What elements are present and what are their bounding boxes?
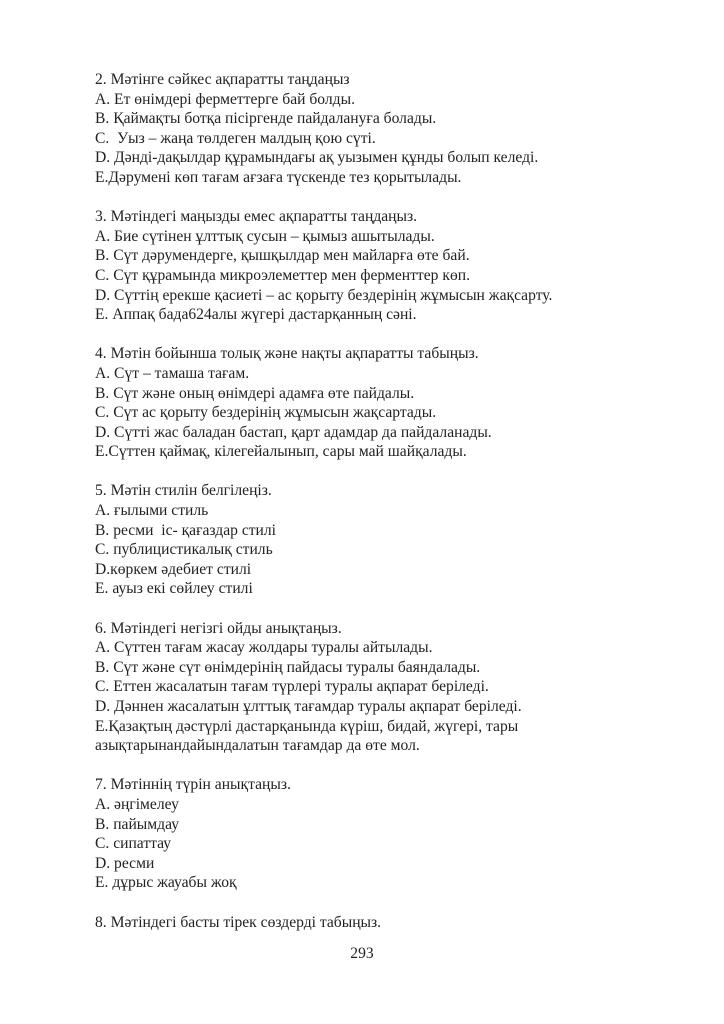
answer-option: E.Сүттен қаймақ, кілегейалынып, сары май шайқалады. [95, 443, 467, 461]
answer-option: A. Бие сүтінен ұлттық сусын – қымыз ашытылады. [95, 227, 435, 245]
answer-option: C. сипаттау [95, 835, 172, 853]
answer-option: E.Қазақтың дәстүрлі дастарқанында күріш, бидай, жүгері, тары [95, 717, 519, 735]
answer-option: D. Сүтті жас баладан бастап, қарт адамдар да пайдаланады. [95, 423, 492, 441]
question-block [95, 481, 655, 599]
question-title: 2. Мәтінге сәйкес ақпаратты таңдаңыз [95, 71, 350, 88]
answer-option: C. Уыз – жаңа төлдеген малдың қою сүті. [95, 129, 376, 147]
answer-option: A. әңгімелеу [95, 795, 179, 813]
answer-option: A. Сүттен тағам жасау жолдары туралы айтылады. [95, 639, 433, 657]
answer-option: A. Сүт – тамаша тағам. [95, 364, 250, 382]
answer-option: D. Сүттің ерекше қасиеті – ас қорыту бездерінің жұмысын жақсарту. [95, 286, 553, 304]
answer-option: B. Сүт және оның өнімдері адамға өте пайдалы. [95, 384, 415, 402]
answer-option: D.көркем әдебиет стилі [95, 560, 252, 578]
answer-option: C. Сүт құрамында микроэлеметтер мен ферменттер көп. [95, 266, 470, 284]
answer-option: азықтарынандайындалатын тағамдар да өте мол. [95, 737, 420, 755]
answer-option: C. публицистикалық стиль [95, 541, 273, 559]
question-block [95, 207, 655, 325]
answer-option: E. ауыз екі сөйлеу стилі [95, 580, 253, 598]
question-block [95, 913, 655, 933]
question-title: 4. Мәтін бойынша толық және нақты ақпаратты табыңыз. [95, 345, 479, 363]
answer-option: B. пайымдау [95, 815, 180, 833]
answer-option: A. Ет өнімдері ферметтерге бай болды. [95, 90, 355, 108]
answer-option: D. Дәннен жасалатын ұлттық тағамдар туралы ақпарат беріледі. [95, 698, 522, 715]
question-block [95, 619, 655, 756]
question-title: 8. Мәтіндегі басты тірек сөздерді табыңыз. [95, 913, 382, 931]
question-title: 3. Мәтіндегі маңызды емес ақпаратты таңдаңыз. [95, 208, 418, 226]
answer-option: D. Дәнді-дақылдар құрамындағы ақ уызымен құнды болып келеді. [95, 149, 539, 167]
question-title: 6. Мәтіндегі негізгі ойды анықтаңыз. [95, 619, 342, 637]
answer-option: C. Еттен жасалатын тағам түрлері туралы ақпарат беріледі. [95, 678, 489, 696]
answer-option: E. Аппақ бада624алы жүгері дастарқанның сәні. [95, 306, 417, 324]
question-block [95, 775, 655, 893]
answer-option: B. ресми іс- қағаздар стилі [95, 521, 277, 539]
answer-option: B. Сүт және сүт өнімдерінің пайдасы туралы баяндалады. [95, 658, 481, 676]
answer-option: E.Дәрумені көп тағам ағзаға түскенде тез қорытылады. [95, 168, 462, 186]
answer-option: B. Сүт дәрумендерге, қышқылдар мен майларға өте бай. [95, 247, 470, 265]
question-title: 5. Мәтін стилін белгілеңіз. [95, 482, 272, 500]
document-page [95, 70, 655, 952]
answer-option: E. дұрыс жауабы жоқ [95, 874, 237, 892]
page-number: 293 [350, 945, 374, 962]
answer-option: C. Сүт ас қорыту бездерінің жұмысын жақсартады. [95, 404, 437, 422]
answer-option: A. ғылыми стиль [95, 502, 209, 520]
answer-option: D. ресми [95, 854, 155, 872]
answer-option: B. Қаймақты ботқа пісіргенде пайдалануға болады. [95, 110, 437, 128]
question-block [95, 70, 655, 188]
question-title: 7. Мәтіннің түрін анықтаңыз. [95, 776, 291, 794]
question-block [95, 344, 655, 462]
